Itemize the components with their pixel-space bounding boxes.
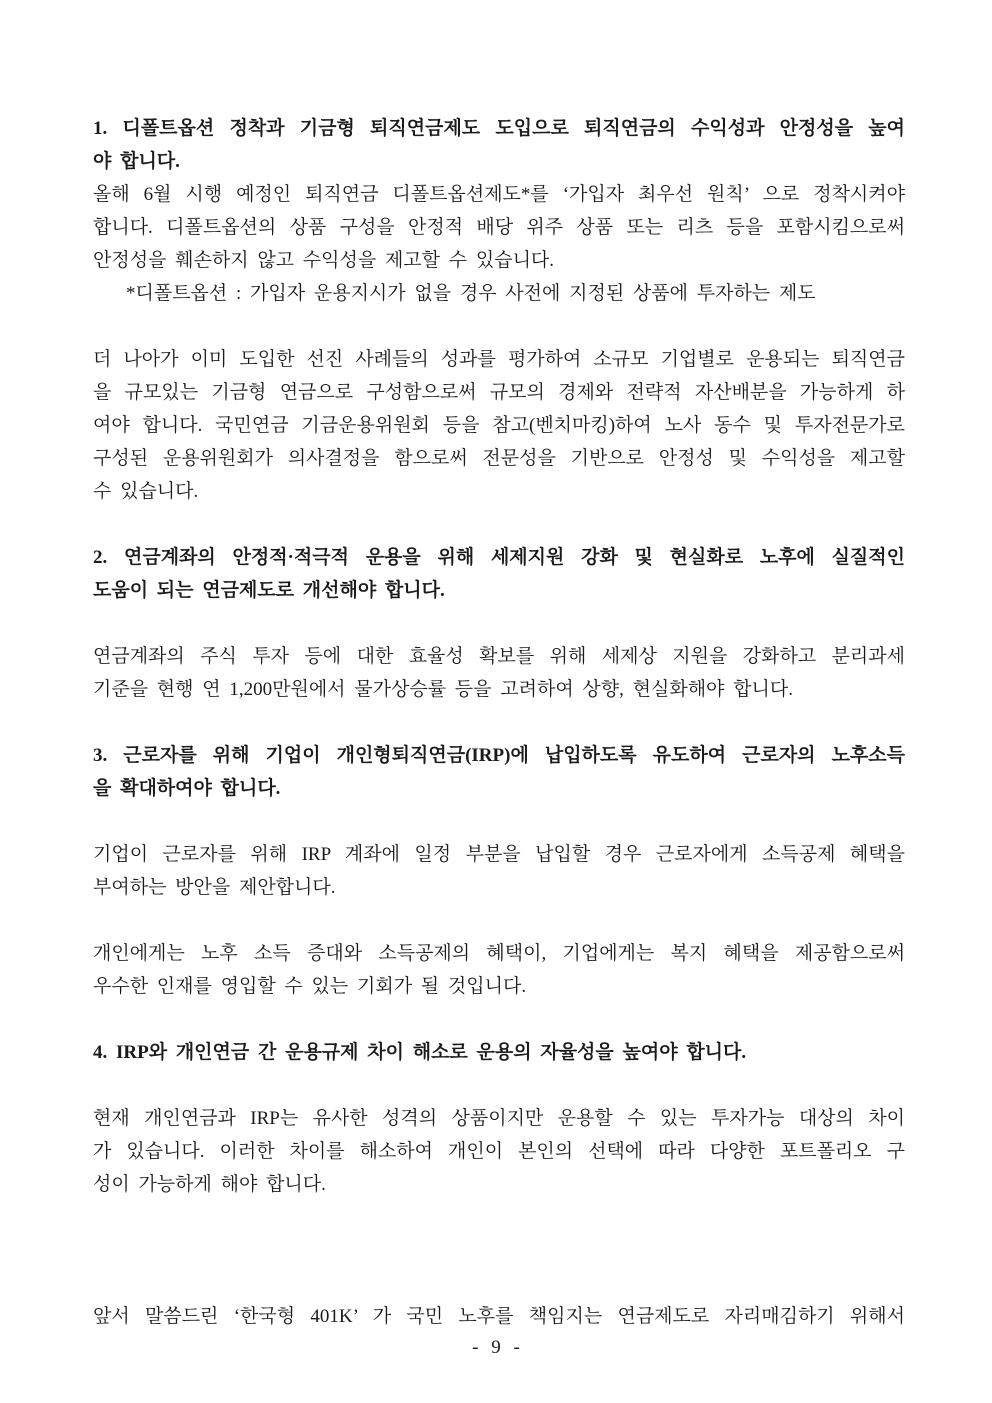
- text-line: 현재 개인연금과 IRP는 유사한 성격의 상품이지만 운용할 수 있는 투자가능 대상의 차이: [93, 1108, 905, 1129]
- section-4-paragraph: [93, 1102, 905, 1201]
- text-line: 합니다. 디폴트옵션의 상품 구성을 안정적 배당 위주 상품 또는 리츠 등을 포함시킴으로써: [93, 217, 905, 238]
- text-line: 4. IRP와 개인연금 간 운용규제 차이 해소로 운용의 자율성을 높여야 합니다.: [93, 1042, 747, 1063]
- section-2-paragraph: [93, 640, 905, 706]
- text-line: 구성된 운용위원회가 의사결정을 함으로써 전문성을 기반으로 안정성 및 수익성을 제고할: [93, 448, 905, 469]
- section-3-paragraph-1: [93, 838, 905, 904]
- text-line: 기준을 현행 연 1,200만원에서 물가상승률 등을 고려하여 상향, 현실화해야 합니다.: [93, 679, 793, 700]
- default-option-footnote: [93, 277, 905, 310]
- text-line: 을 확대하여야 합니다.: [93, 778, 281, 799]
- text-line: 야 합니다.: [93, 151, 180, 172]
- text-line: 기업이 근로자를 위해 IRP 계좌에 일정 부분을 납입할 경우 근로자에게 소득공제 혜택을: [93, 844, 905, 865]
- closing-paragraph: [93, 1300, 905, 1333]
- page-number: - 9 -: [472, 1337, 520, 1358]
- text-line: 앞서 말씀드린 ‘한국형 401K’ 가 국민 노후를 책임지는 연금제도로 자리매김하기 위해서: [93, 1306, 905, 1327]
- text-line: 우수한 인재를 영입할 수 있는 기회가 될 것입니다.: [93, 976, 527, 997]
- section-3-paragraph-2: [93, 937, 905, 1003]
- text-line: 안정성을 훼손하지 않고 수익성을 제고할 수 있습니다.: [93, 250, 555, 271]
- section-3-heading: [93, 739, 905, 805]
- text-line: 연금계좌의 주식 투자 등에 대한 효율성 확보를 위해 세제상 지원을 강화하고 분리과세: [93, 646, 905, 667]
- text-line: 3. 근로자를 위해 기업이 개인형퇴직연금(IRP)에 납입하도록 유도하여 근로자의 노후소득: [93, 745, 905, 766]
- section-1-heading: [93, 112, 905, 178]
- text-line: 수 있습니다.: [93, 481, 199, 502]
- section-1-paragraph-2: [93, 343, 905, 508]
- text-line: 개인에게는 노후 소득 증대와 소득공제의 혜택이, 기업에게는 복지 혜택을 제공함으로써: [93, 943, 905, 964]
- text-line: 부여하는 방안을 제안합니다.: [93, 877, 336, 898]
- text-line: 을 규모있는 기금형 연금으로 구성함으로써 규모의 경제와 전략적 자산배분을 가능하게 하: [93, 382, 905, 403]
- text-line: 2. 연금계좌의 안정적·적극적 운용을 위해 세제지원 강화 및 현실화로 노후에 실질적인: [93, 547, 905, 568]
- text-line: 도움이 되는 연금제도로 개선해야 합니다.: [93, 580, 445, 601]
- text-line: 여야 합니다. 국민연금 기금운용위원회 등을 참고(벤치마킹)하여 노사 동수 및 투자전문가로: [93, 415, 905, 436]
- section-2-heading: [93, 541, 905, 607]
- text-line: *디폴트옵션 : 가입자 운용지시가 없을 경우 사전에 지정된 상품에 투자하는 제도: [126, 283, 816, 304]
- text-line: 1. 디폴트옵션 정착과 기금형 퇴직연금제도 도입으로 퇴직연금의 수익성과 안정성을 높여: [93, 118, 905, 139]
- text-line: 더 나아가 이미 도입한 선진 사례들의 성과를 평가하여 소규모 기업별로 운용되는 퇴직연금: [93, 349, 905, 370]
- section-4-heading: [93, 1036, 905, 1069]
- section-1-paragraph-1: [93, 178, 905, 277]
- document-body: [93, 112, 905, 1333]
- text-line: 가 있습니다. 이러한 차이를 해소하여 개인이 본인의 선택에 따라 다양한 포트폴리오 구: [93, 1141, 905, 1162]
- text-line: 성이 가능하게 해야 합니다.: [93, 1174, 326, 1195]
- text-line: 올해 6월 시행 예정인 퇴직연금 디폴트옵션제도*를 ‘가입자 최우선 원칙’ 으로 정착시켜야: [93, 184, 905, 205]
